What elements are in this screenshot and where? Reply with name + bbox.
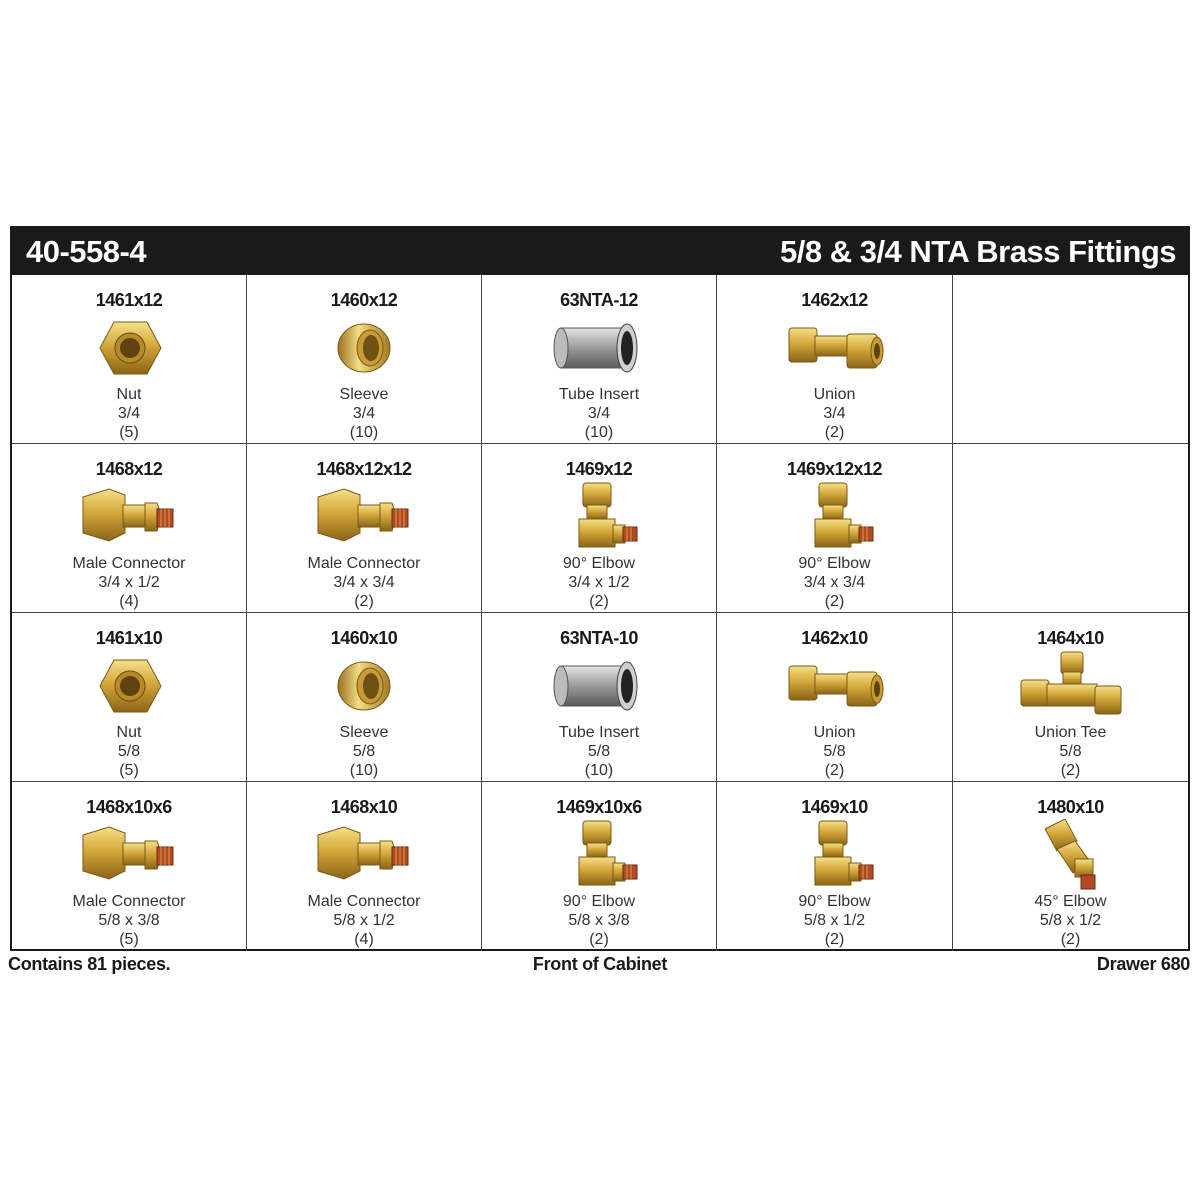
part-quantity: (10): [349, 762, 379, 779]
part-description: [12, 554, 246, 611]
parts-board: [10, 226, 1190, 951]
fitting-cell: [12, 613, 247, 782]
part-name: 90° Elbow: [798, 893, 871, 910]
fitting-cell: [482, 782, 717, 951]
nut-icon: [69, 312, 189, 384]
part-description: [482, 554, 716, 611]
fitting-cell: [12, 444, 247, 613]
part-description: [717, 385, 952, 442]
part-description: [247, 385, 481, 442]
fitting-cell: [12, 782, 247, 951]
part-name: Male Connector: [72, 555, 186, 572]
part-number: 1480x10: [1037, 797, 1104, 817]
part-size: 3/4 x 3/4: [333, 574, 395, 591]
part-number: 1468x10: [330, 797, 398, 817]
part-name: Male Connector: [307, 555, 421, 572]
part-number: 1469x12x12: [786, 459, 883, 479]
part-quantity: (4): [119, 593, 139, 610]
part-size: 3/4: [587, 405, 611, 422]
part-name: 45° Elbow: [1034, 893, 1107, 910]
part-description: [482, 723, 716, 780]
nut-icon: [69, 650, 189, 722]
part-size: 5/8 x 1/2: [333, 912, 395, 929]
part-quantity: (2): [589, 931, 609, 948]
fitting-cell: [482, 613, 717, 782]
part-number: 1460x10: [330, 628, 398, 648]
part-description: [482, 892, 716, 949]
part-name: Male Connector: [72, 893, 186, 910]
elbow-90-icon: [775, 481, 895, 553]
part-quantity: (5): [119, 931, 139, 948]
part-size: 5/8: [1059, 743, 1082, 760]
fitting-cell: [247, 275, 482, 444]
fitting-cell: [482, 444, 717, 613]
elbow-90-icon: [775, 819, 895, 891]
part-number: 63NTA-10: [560, 628, 638, 648]
part-quantity: (5): [119, 762, 139, 779]
part-quantity: (2): [824, 593, 845, 610]
part-description: [717, 554, 952, 611]
fitting-cell: [717, 613, 953, 782]
part-name: Union Tee: [1034, 724, 1107, 741]
fitting-cell: [247, 613, 482, 782]
part-description: [12, 892, 246, 949]
part-size: 3/4: [352, 405, 376, 422]
part-description: [247, 892, 481, 949]
part-quantity: (10): [584, 424, 614, 441]
part-name: Sleeve: [339, 724, 389, 741]
part-description: [482, 385, 716, 442]
part-description: [247, 554, 481, 611]
part-quantity: (2): [824, 762, 845, 779]
part-description: [953, 892, 1188, 949]
elbow-90-icon: [539, 819, 659, 891]
male-connector-icon: [69, 481, 189, 553]
part-description: [953, 723, 1188, 780]
part-size: 5/8 x 3/8: [568, 912, 630, 929]
part-name: Union: [813, 386, 856, 403]
part-number: 1468x10x6: [86, 797, 172, 817]
part-description: [12, 723, 246, 780]
part-name: Male Connector: [307, 893, 421, 910]
part-name: 90° Elbow: [798, 555, 871, 572]
part-size: 3/4 x 1/2: [98, 574, 160, 591]
part-size: 3/4: [823, 405, 846, 422]
tube-insert-icon: [539, 312, 659, 384]
male-connector-icon: [304, 819, 424, 891]
fitting-cell: [247, 782, 482, 951]
cabinet-front-label: Front of Cabinet: [532, 954, 668, 974]
part-quantity: (2): [1060, 931, 1081, 948]
part-name: Tube Insert: [558, 386, 640, 403]
part-name: Nut: [116, 386, 142, 403]
elbow-90-icon: [539, 481, 659, 553]
part-quantity: (2): [824, 931, 845, 948]
part-size: 3/4 x 3/4: [803, 574, 866, 591]
part-size: 5/8: [823, 743, 846, 760]
part-quantity: (10): [349, 424, 379, 441]
fitting-cell: [717, 444, 953, 613]
part-number: 1462x12: [801, 290, 868, 310]
union-icon: [775, 650, 895, 722]
part-name: 90° Elbow: [562, 555, 636, 572]
part-number: 1468x12x12: [316, 459, 412, 479]
union-icon: [775, 312, 895, 384]
part-size: 5/8 x 1/2: [1039, 912, 1102, 929]
part-number: 1469x10x6: [556, 797, 642, 817]
board-header: [12, 228, 1188, 275]
piece-count: Contains 81 pieces.: [8, 954, 171, 974]
part-number: 1462x10: [801, 628, 868, 648]
part-number: 1469x12: [565, 459, 633, 479]
tube-insert-icon: [539, 650, 659, 722]
male-connector-icon: [304, 481, 424, 553]
part-description: [247, 723, 481, 780]
elbow-45-icon: [1011, 819, 1131, 891]
kit-code: 40-558-4: [26, 234, 147, 269]
fitting-cell: [953, 613, 1188, 782]
part-name: Nut: [116, 724, 142, 741]
part-name: Union: [813, 724, 856, 741]
sleeve-icon: [304, 312, 424, 384]
part-name: Sleeve: [339, 386, 389, 403]
fitting-cell: [717, 275, 953, 444]
part-quantity: (2): [824, 424, 845, 441]
part-quantity: (10): [584, 762, 614, 779]
part-description: [717, 723, 952, 780]
part-quantity: (4): [354, 931, 374, 948]
part-description: [12, 385, 246, 442]
fitting-cell: [953, 782, 1188, 951]
part-size: 5/8: [352, 743, 376, 760]
part-number: 1461x12: [95, 290, 163, 310]
empty-cell: [953, 275, 1188, 444]
part-size: 5/8: [117, 743, 141, 760]
part-size: 5/8: [587, 743, 611, 760]
fitting-cell: [247, 444, 482, 613]
sleeve-icon: [304, 650, 424, 722]
union-tee-icon: [1011, 650, 1131, 722]
part-quantity: (5): [119, 424, 139, 441]
part-size: 5/8 x 1/2: [803, 912, 866, 929]
part-size: 5/8 x 3/8: [98, 912, 160, 929]
empty-cell: [953, 444, 1188, 613]
part-quantity: (2): [1060, 762, 1081, 779]
part-size: 3/4: [117, 405, 141, 422]
part-description: [717, 892, 952, 949]
parts-grid: [12, 275, 1188, 951]
part-number: 63NTA-12: [560, 290, 638, 310]
part-quantity: (2): [589, 593, 609, 610]
part-number: 1469x10: [801, 797, 868, 817]
kit-title: 5/8 & 3/4 NTA Brass Fittings: [780, 234, 1176, 269]
fitting-cell: [12, 275, 247, 444]
fitting-cell: [482, 275, 717, 444]
male-connector-icon: [69, 819, 189, 891]
part-size: 3/4 x 1/2: [568, 574, 630, 591]
part-number: 1461x10: [95, 628, 163, 648]
part-number: 1460x12: [330, 290, 398, 310]
part-number: 1464x10: [1037, 628, 1104, 648]
drawer-number: Drawer 680: [1096, 954, 1190, 974]
part-name: 90° Elbow: [562, 893, 636, 910]
part-quantity: (2): [354, 593, 374, 610]
fitting-cell: [717, 782, 953, 951]
part-name: Tube Insert: [558, 724, 640, 741]
part-number: 1468x12: [95, 459, 163, 479]
